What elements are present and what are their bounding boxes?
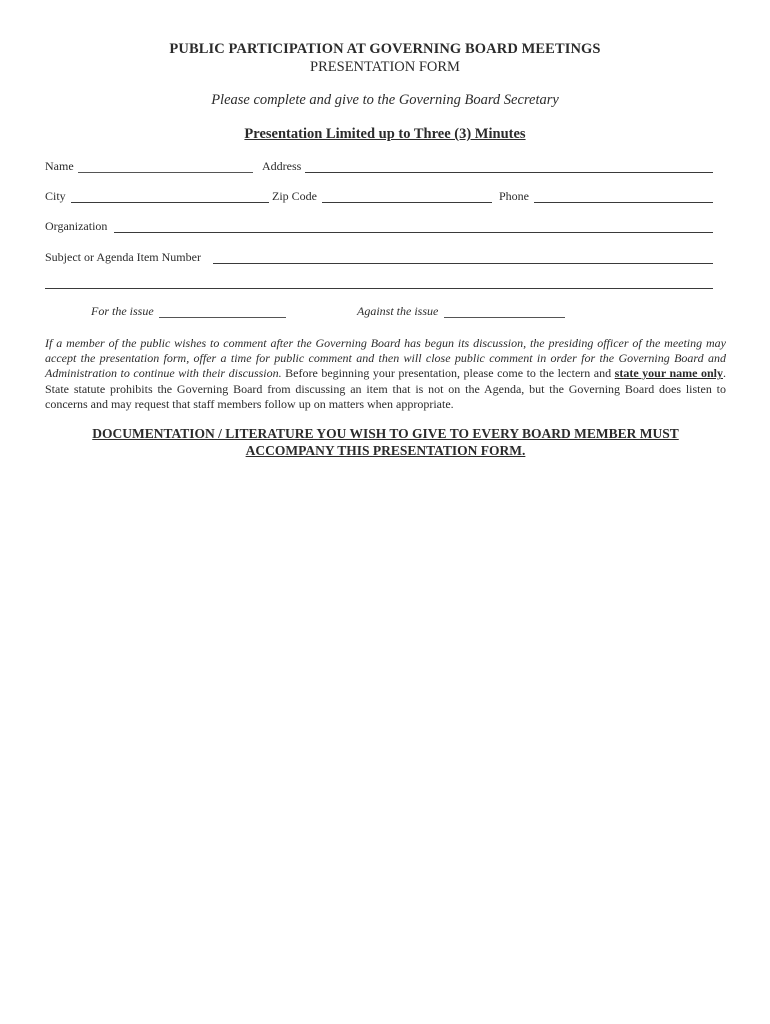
name-label: Name (45, 159, 74, 173)
notice-text: Before beginning your presentation, please come to the lectern and (281, 366, 615, 381)
notice-closing-text: . State statute prohibits the Governing Board from discussing an item that is not on the Agenda, but the Governing Board does listen to concerns and may request that staff members follow up on matters when appropriate. (45, 366, 727, 411)
address-label: Address (262, 159, 302, 173)
notice-emphasis-text: state your name only (614, 366, 724, 381)
form-instruction: Please complete and give to the Governing Board Secretary (211, 92, 559, 108)
form-title: PUBLIC PARTICIPATION AT GOVERNING BOARD MEETINGS (169, 41, 601, 57)
against-issue-label: Against the issue (357, 304, 439, 318)
city-label: City (45, 189, 66, 203)
documentation-note (45, 425, 726, 459)
documentation-note-line1: DOCUMENTATION / LITERATURE YOU WISH TO GIVE TO EVERY BOARD MEMBER MUST (92, 426, 679, 441)
for-issue-label: For the issue (91, 304, 154, 318)
phone-field[interactable] (534, 202, 713, 203)
subject-field[interactable] (213, 263, 713, 264)
documentation-note-line2: ACCOMPANY THIS PRESENTATION FORM. (245, 443, 526, 458)
organization-field[interactable] (114, 232, 713, 233)
against-issue-field[interactable] (444, 317, 565, 318)
subject-continuation-field[interactable] (45, 288, 713, 289)
subject-label: Subject or Agenda Item Number (45, 250, 201, 264)
organization-label: Organization (45, 219, 108, 233)
address-field[interactable] (305, 172, 713, 173)
for-issue-field[interactable] (159, 317, 286, 318)
zip-code-label: Zip Code (272, 189, 317, 203)
public-comment-notice (45, 336, 726, 412)
time-limit-heading: Presentation Limited up to Three (3) Minutes (244, 126, 526, 142)
notice-italic-text: If a member of the public wishes to comment after the Governing Board has begun its discussion, the presiding officer of the meeting may accept the presentation form, offer a time for public comment and then will close public comment in order for the Governing Board and Administration to continue with their discussion. (45, 336, 726, 381)
name-field[interactable] (78, 172, 253, 173)
zip-code-field[interactable] (322, 202, 492, 203)
phone-label: Phone (499, 189, 529, 203)
city-field[interactable] (71, 202, 269, 203)
form-subtitle: PRESENTATION FORM (310, 59, 460, 75)
